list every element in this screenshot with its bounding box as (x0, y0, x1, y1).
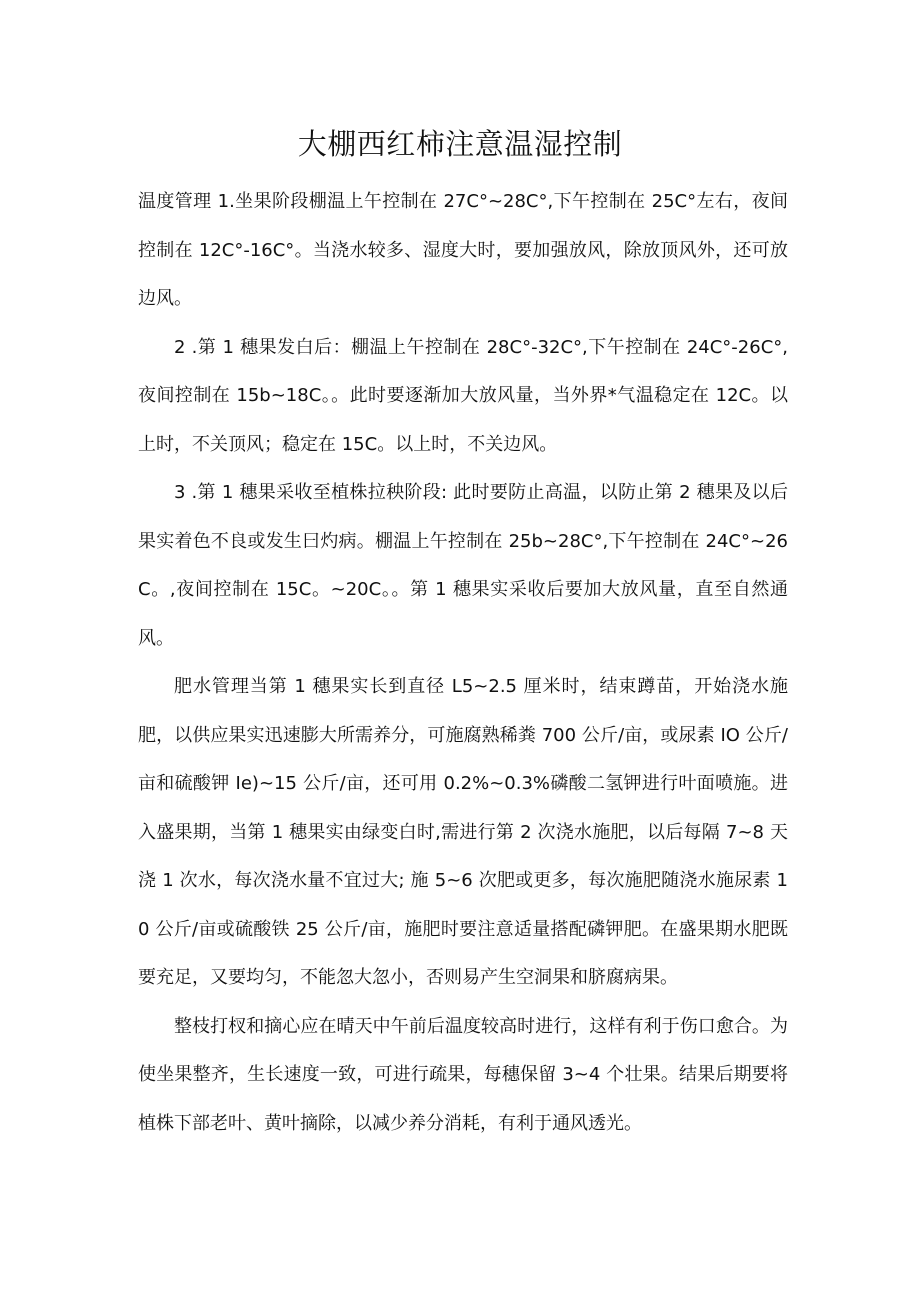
document-body (138, 178, 788, 1148)
paragraph-first-cluster-whitening: 2 .第 1 穗果发白后：棚温上午控制在 28C°-32C°,下午控制在 24C°-26C°,夜间控制在 15b~18C。。此时要逐渐加大放风量，当外界*气温稳定在 12C。以上时，不关顶风；稳定在 15C。以上时，不关边风。 (138, 336, 788, 455)
paragraph-pruning-topping: 整枝打杈和摘心应在晴天中午前后温度较高时进行，这样有利于伤口愈合。为使坐果整齐，生长速度一致，可进行疏果，每穗保留 3~4 个壮果。结果后期要将植株下部老叶、黄叶摘除，以减少养分消耗，有利于通风透光。 (138, 1015, 788, 1134)
paragraph-harvest-stage: 3 .第 1 穗果采收至植株拉秧阶段: 此时要防止高温，以防止第 2 穗果及以后果实着色不良或发生曰灼病。棚温上午控制在 25b~28C°,下午控制在 24C°~26C。,夜间控制在 15C。~20C。。第 1 穗果实采收后要加大放风量，直至自然通风。 (138, 482, 788, 649)
paragraph-fertilizer-water-management: 肥水管理当第 1 穗果实长到直径 L5~2.5 厘米时，结束蹲苗，开始浇水施肥，以供应果实迅速膨大所需养分，可施腐熟稀粪 700 公斤/亩，或尿素 IO 公斤/亩和硫酸钾 Ie)~15 公斤/亩，还可用 0.2%~0.3%磷酸二氢钾进行叶面喷施。进入盛果期，当第 1 穗果实由绿变白时,需进行第 2 次浇水施肥，以后每隔 7~8 天浇 1 次水，每次浇水量不宜过大; 施 5~6 次肥或更多，每次施肥随浇水施尿素 10 公斤/亩或硫酸铁 25 公斤/亩，施肥时要注意适量搭配磷钾肥。在盛果期水肥既要充足，又要均匀，不能忽大忽小，否则易产生空洞果和脐腐病果。 (138, 676, 788, 988)
page-title: 大棚西红柿注意温湿控制 (297, 127, 623, 161)
paragraph-temperature-management: 温度管理 1.坐果阶段棚温上午控制在 27C°~28C°,下午控制在 25C°左右，夜间控制在 12C°-16C°。当浇水较多、湿度大时，要加强放风，除放顶风外，还可放边风。 (138, 191, 788, 309)
